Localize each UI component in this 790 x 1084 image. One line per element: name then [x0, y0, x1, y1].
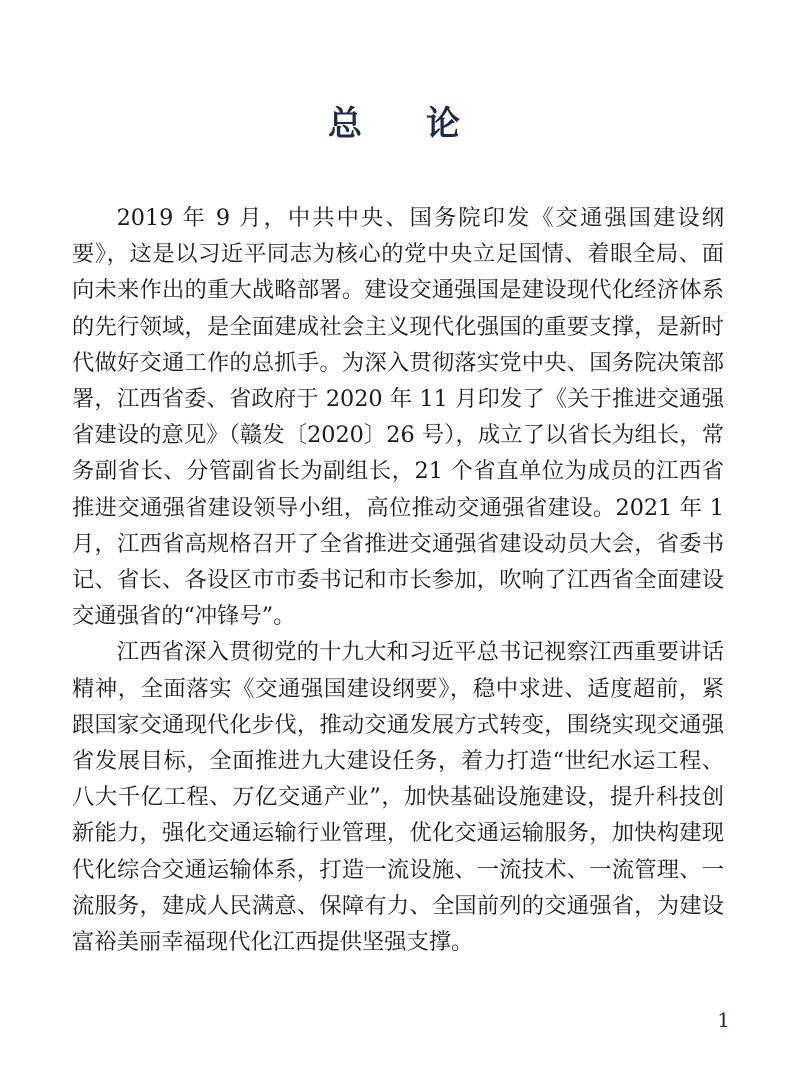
body-text: [72, 200, 724, 960]
paragraph-1: 2019 年 9 月，中共中央、国务院印发《交通强国建设纲要》，这是以习近平同志为核心的党中央立足国情、着眼全局、面向未来作出的重大战略部署。建设交通强国是建设现代化经济体系的先行领域，是全面建成社会主义现代化强国的重要支撑，是新时代做好交通工作的总抓手。为深入贯彻落实党中央、国务院决策部署，江西省委、省政府于 2020 年 11 月印发了《关于推进交通强省建设的意见》（赣发〔2020〕26 号），成立了以省长为组长，常务副省长、分管副省长为副组长，21 个省直单位为成员的江西省推进交通强省建设领导小组，高位推动交通强省建设。2021 年 1 月，江西省高规格召开了全省推进交通强省建设动员大会，省委书记、省长、各设区市市委书记和市长参加，吹响了江西省全面建设交通强省的“冲锋号”。: [72, 205, 724, 630]
chapter-title: [0, 100, 790, 148]
chapter-title-char-2: 论: [426, 104, 462, 144]
chapter-title-char-1: 总: [328, 104, 364, 144]
paragraph-2: 江西省深入贯彻党的十九大和习近平总书记视察江西重要讲话精神，全面落实《交通强国建设纲要》，稳中求进、适度超前，紧跟国家交通现代化步伐，推动交通发展方式转变，围绕实现交通强省发展目标，全面推进九大建设任务，着力打造“世纪水运工程、八大千亿工程、万亿交通产业”，加快基础设施建设，提升科技创新能力，强化交通运输行业管理，优化交通运输服务，加快构建现代化综合交通运输体系，打造一流设施、一流技术、一流管理、一流服务，建成人民满意、保障有力、全国前列的交通强省，为建设富裕美丽幸福现代化江西提供坚强支撑。: [72, 639, 724, 956]
page-number: 1: [717, 1008, 730, 1032]
